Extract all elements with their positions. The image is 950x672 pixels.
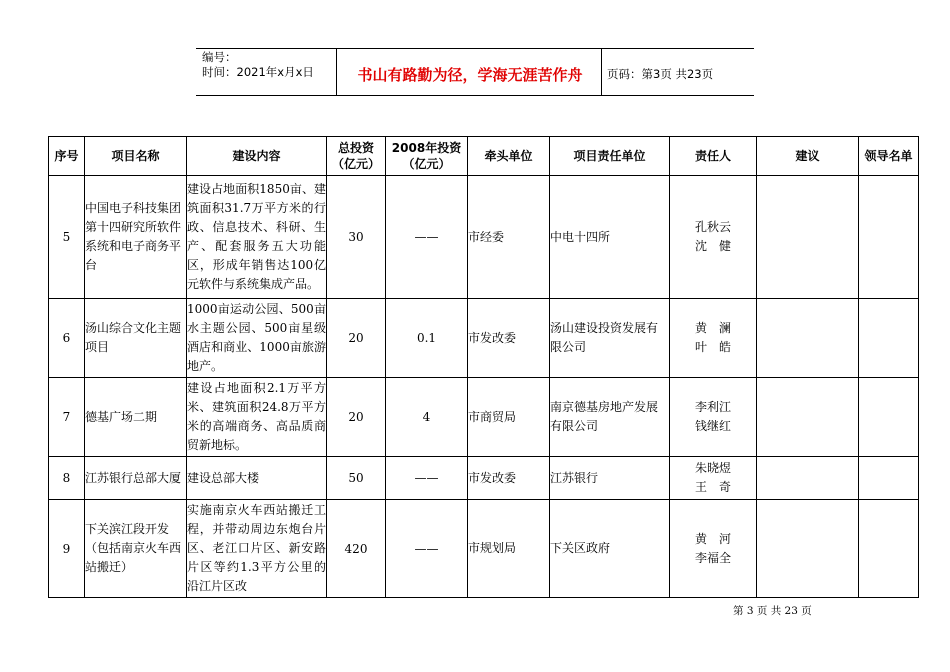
column-header: 牵头单位 xyxy=(468,137,550,176)
header-motto: 书山有路勤为径，学海无涯苦作舟 xyxy=(357,66,583,84)
lead-unit: 市规划局 xyxy=(468,500,550,598)
table-row xyxy=(49,500,919,598)
responsible-person: 黄 澜 叶 皓 xyxy=(670,299,757,378)
header-meta xyxy=(202,50,314,80)
responsible-person: 李利江 钱继红 xyxy=(670,378,757,457)
total-investment: 420 xyxy=(327,500,386,598)
header-divider xyxy=(336,49,337,95)
total-investment: 50 xyxy=(327,457,386,500)
construction-content: 建设总部大楼 xyxy=(187,457,327,500)
table-row xyxy=(49,176,919,299)
column-header: 责任人 xyxy=(670,137,757,176)
suggestion-cell xyxy=(757,176,859,299)
column-header: 领导名单 xyxy=(859,137,919,176)
column-header: 2008年投资（亿元） xyxy=(386,137,468,176)
row-number: 9 xyxy=(49,500,85,598)
header-divider xyxy=(601,49,602,95)
lead-unit: 市发改委 xyxy=(468,299,550,378)
document-header xyxy=(196,48,754,96)
table-row xyxy=(49,457,919,500)
responsible-unit: 汤山建设投资发展有限公司 xyxy=(550,299,670,378)
page-footer: 第 3 页 共 23 页 xyxy=(733,605,812,617)
column-header: 项目名称 xyxy=(85,137,187,176)
investment-2008: —— xyxy=(386,500,468,598)
suggestion-cell xyxy=(757,500,859,598)
leader-cell xyxy=(859,378,919,457)
row-number: 5 xyxy=(49,176,85,299)
investment-2008: —— xyxy=(386,176,468,299)
number-label: 编号： xyxy=(202,50,237,64)
row-number: 7 xyxy=(49,378,85,457)
responsible-person: 孔秋云 沈 健 xyxy=(670,176,757,299)
suggestion-cell xyxy=(757,457,859,500)
project-name: 下关滨江段开发（包括南京火车西站搬迁） xyxy=(85,500,187,598)
construction-content: 实施南京火车西站搬迁工程，并带动周边东炮台片区、老江口片区、新安路片区等约1.3平方公里的沿江片区改 xyxy=(187,500,327,598)
leader-cell xyxy=(859,500,919,598)
table-row xyxy=(49,378,919,457)
construction-content: 1000亩运动公园、500亩水主题公园、500亩星级酒店和商业、1000亩旅游地产。 xyxy=(187,299,327,378)
column-header: 总投资（亿元） xyxy=(327,137,386,176)
project-table xyxy=(48,136,919,598)
project-name: 中国电子科技集团第十四研究所软件系统和电子商务平台 xyxy=(85,176,187,299)
column-header: 建设内容 xyxy=(187,137,327,176)
responsible-unit: 中电十四所 xyxy=(550,176,670,299)
header-page-info: 页码：第3页 共23页 xyxy=(607,67,714,81)
suggestion-cell xyxy=(757,299,859,378)
row-number: 8 xyxy=(49,457,85,500)
responsible-person: 黄 河 李福全 xyxy=(670,500,757,598)
row-number: 6 xyxy=(49,299,85,378)
total-investment: 20 xyxy=(327,378,386,457)
lead-unit: 市商贸局 xyxy=(468,378,550,457)
project-name: 江苏银行总部大厦 xyxy=(85,457,187,500)
suggestion-cell xyxy=(757,378,859,457)
investment-2008: 0.1 xyxy=(386,299,468,378)
lead-unit: 市经委 xyxy=(468,176,550,299)
table-header-row xyxy=(49,137,919,176)
responsible-unit: 江苏银行 xyxy=(550,457,670,500)
project-name: 德基广场二期 xyxy=(85,378,187,457)
responsible-unit: 南京德基房地产发展有限公司 xyxy=(550,378,670,457)
column-header: 项目责任单位 xyxy=(550,137,670,176)
column-header: 序号 xyxy=(49,137,85,176)
responsible-person: 朱晓煜 王 奇 xyxy=(670,457,757,500)
total-investment: 20 xyxy=(327,299,386,378)
investment-2008: 4 xyxy=(386,378,468,457)
investment-2008: —— xyxy=(386,457,468,500)
table-row xyxy=(49,299,919,378)
total-investment: 30 xyxy=(327,176,386,299)
column-header: 建议 xyxy=(757,137,859,176)
leader-cell xyxy=(859,457,919,500)
leader-cell xyxy=(859,176,919,299)
responsible-unit: 下关区政府 xyxy=(550,500,670,598)
leader-cell xyxy=(859,299,919,378)
time-label: 时间：2021年x月x日 xyxy=(202,65,314,79)
construction-content: 建设占地面积2.1万平方米、建筑面积24.8万平方米的高端商务、高品质商贸新地标。 xyxy=(187,378,327,457)
construction-content: 建设占地面积1850亩、建筑面积31.7万平方米的行政、信息技术、科研、生产、配套服务五大功能区，形成年销售达100亿元软件与系统集成产品。 xyxy=(187,176,327,299)
project-name: 汤山综合文化主题项目 xyxy=(85,299,187,378)
lead-unit: 市发改委 xyxy=(468,457,550,500)
